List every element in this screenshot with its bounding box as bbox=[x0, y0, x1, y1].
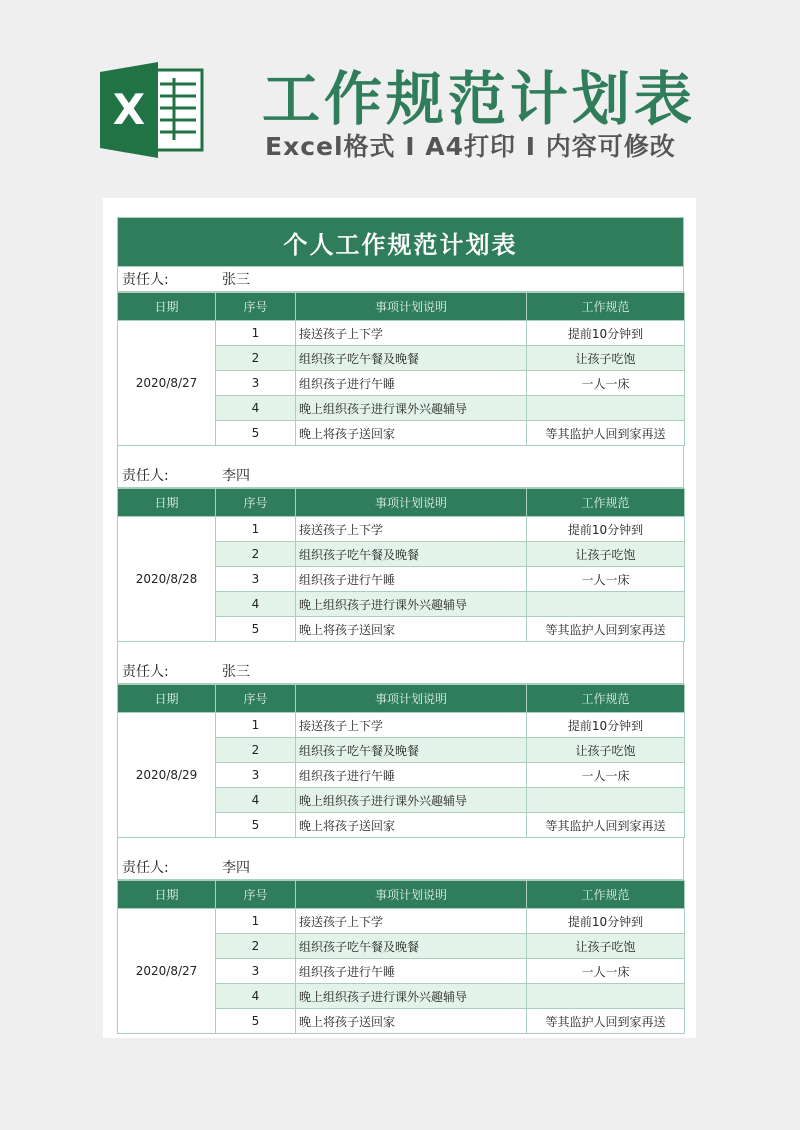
desc-cell: 晚上组织孩子进行课外兴趣辅导 bbox=[296, 396, 527, 421]
date-cell: 2020/8/28 bbox=[118, 517, 216, 642]
seq-cell: 3 bbox=[216, 371, 296, 396]
norm-cell: 一人一床 bbox=[527, 371, 685, 396]
desc-cell: 晚上组织孩子进行课外兴趣辅导 bbox=[296, 788, 527, 813]
desc-cell: 晚上将孩子送回家 bbox=[296, 421, 527, 446]
column-header: 工作规范 bbox=[527, 685, 685, 713]
column-header: 日期 bbox=[118, 489, 216, 517]
header-row bbox=[118, 685, 685, 713]
seq-cell: 2 bbox=[216, 934, 296, 959]
column-header: 序号 bbox=[216, 489, 296, 517]
norm-cell: 提前10分钟到 bbox=[527, 713, 685, 738]
seq-cell: 4 bbox=[216, 788, 296, 813]
logo-letter: X bbox=[112, 85, 146, 134]
date-cell: 2020/8/27 bbox=[118, 321, 216, 446]
page-title: 工作规范计划表 bbox=[262, 65, 697, 133]
desc-cell: 晚上将孩子送回家 bbox=[296, 617, 527, 642]
seq-cell: 4 bbox=[216, 984, 296, 1009]
norm-cell: 提前10分钟到 bbox=[527, 909, 685, 934]
column-header: 事项计划说明 bbox=[296, 685, 527, 713]
desc-cell: 组织孩子进行午睡 bbox=[296, 763, 527, 788]
column-header: 工作规范 bbox=[527, 293, 685, 321]
desc-cell: 晚上将孩子送回家 bbox=[296, 813, 527, 838]
document-sheet bbox=[103, 198, 696, 1038]
date-cell: 2020/8/29 bbox=[118, 713, 216, 838]
header-row bbox=[118, 489, 685, 517]
column-header: 日期 bbox=[118, 685, 216, 713]
desc-cell: 晚上将孩子送回家 bbox=[296, 1009, 527, 1034]
seq-cell: 2 bbox=[216, 738, 296, 763]
norm-cell bbox=[527, 788, 685, 813]
norm-cell: 提前10分钟到 bbox=[527, 517, 685, 542]
norm-cell: 等其监护人回到家再送 bbox=[527, 421, 685, 446]
desc-cell: 组织孩子吃午餐及晚餐 bbox=[296, 346, 527, 371]
desc-cell: 组织孩子吃午餐及晚餐 bbox=[296, 542, 527, 567]
table-row bbox=[118, 909, 685, 934]
person-label: 责任人: bbox=[122, 860, 169, 876]
desc-cell: 组织孩子进行午睡 bbox=[296, 959, 527, 984]
column-header: 序号 bbox=[216, 685, 296, 713]
desc-cell: 晚上组织孩子进行课外兴趣辅导 bbox=[296, 592, 527, 617]
table-row bbox=[118, 321, 685, 346]
seq-cell: 3 bbox=[216, 959, 296, 984]
seq-cell: 1 bbox=[216, 713, 296, 738]
seq-cell: 5 bbox=[216, 421, 296, 446]
desc-cell: 接送孩子上下学 bbox=[296, 909, 527, 934]
person-label: 责任人: bbox=[122, 468, 169, 484]
date-cell: 2020/8/27 bbox=[118, 909, 216, 1034]
column-header: 工作规范 bbox=[527, 881, 685, 909]
norm-cell: 一人一床 bbox=[527, 567, 685, 592]
seq-cell: 2 bbox=[216, 346, 296, 371]
person-label: 责任人: bbox=[122, 664, 169, 680]
seq-cell: 2 bbox=[216, 542, 296, 567]
person-row bbox=[117, 659, 684, 684]
person-name: 李四 bbox=[222, 860, 250, 876]
norm-cell: 等其监护人回到家再送 bbox=[527, 1009, 685, 1034]
seq-cell: 1 bbox=[216, 909, 296, 934]
norm-cell: 让孩子吃饱 bbox=[527, 346, 685, 371]
person-row bbox=[117, 463, 684, 488]
desc-cell: 接送孩子上下学 bbox=[296, 517, 527, 542]
norm-cell: 让孩子吃饱 bbox=[527, 934, 685, 959]
header-row bbox=[118, 881, 685, 909]
norm-cell: 让孩子吃饱 bbox=[527, 542, 685, 567]
person-row bbox=[117, 267, 684, 292]
norm-cell: 等其监护人回到家再送 bbox=[527, 617, 685, 642]
seq-cell: 1 bbox=[216, 517, 296, 542]
norm-cell bbox=[527, 592, 685, 617]
desc-cell: 接送孩子上下学 bbox=[296, 321, 527, 346]
person-name: 李四 bbox=[222, 468, 250, 484]
column-header: 事项计划说明 bbox=[296, 489, 527, 517]
desc-cell: 接送孩子上下学 bbox=[296, 713, 527, 738]
desc-cell: 组织孩子进行午睡 bbox=[296, 371, 527, 396]
excel-logo-icon bbox=[100, 62, 204, 158]
column-header: 日期 bbox=[118, 293, 216, 321]
desc-cell: 组织孩子吃午餐及晚餐 bbox=[296, 934, 527, 959]
seq-cell: 4 bbox=[216, 396, 296, 421]
desc-cell: 组织孩子进行午睡 bbox=[296, 567, 527, 592]
seq-cell: 4 bbox=[216, 592, 296, 617]
seq-cell: 5 bbox=[216, 1009, 296, 1034]
norm-cell: 一人一床 bbox=[527, 959, 685, 984]
column-header: 日期 bbox=[118, 881, 216, 909]
norm-cell bbox=[527, 396, 685, 421]
norm-cell: 一人一床 bbox=[527, 763, 685, 788]
norm-cell: 等其监护人回到家再送 bbox=[527, 813, 685, 838]
schedule-table bbox=[117, 880, 685, 1034]
table-row bbox=[118, 517, 685, 542]
sheet-title: 个人工作规范计划表 bbox=[117, 217, 684, 267]
column-header: 序号 bbox=[216, 881, 296, 909]
block-spacer bbox=[117, 446, 684, 463]
person-row bbox=[117, 855, 684, 880]
block-spacer bbox=[117, 642, 684, 659]
norm-cell bbox=[527, 984, 685, 1009]
page-subtitle: Excel格式 Ⅰ A4打印 Ⅰ 内容可修改 bbox=[265, 132, 676, 161]
column-header: 事项计划说明 bbox=[296, 881, 527, 909]
schedule-table bbox=[117, 292, 685, 446]
desc-cell: 组织孩子吃午餐及晚餐 bbox=[296, 738, 527, 763]
header-row bbox=[118, 293, 685, 321]
norm-cell: 提前10分钟到 bbox=[527, 321, 685, 346]
column-header: 工作规范 bbox=[527, 489, 685, 517]
block-spacer bbox=[117, 838, 684, 855]
plan-table bbox=[117, 217, 684, 1034]
desc-cell: 晚上组织孩子进行课外兴趣辅导 bbox=[296, 984, 527, 1009]
column-header: 序号 bbox=[216, 293, 296, 321]
seq-cell: 5 bbox=[216, 813, 296, 838]
person-name: 张三 bbox=[222, 664, 250, 680]
table-row bbox=[118, 713, 685, 738]
schedule-table bbox=[117, 488, 685, 642]
person-name: 张三 bbox=[222, 272, 250, 288]
seq-cell: 3 bbox=[216, 567, 296, 592]
column-header: 事项计划说明 bbox=[296, 293, 527, 321]
seq-cell: 1 bbox=[216, 321, 296, 346]
person-label: 责任人: bbox=[122, 272, 169, 288]
schedule-table bbox=[117, 684, 685, 838]
seq-cell: 5 bbox=[216, 617, 296, 642]
norm-cell: 让孩子吃饱 bbox=[527, 738, 685, 763]
seq-cell: 3 bbox=[216, 763, 296, 788]
